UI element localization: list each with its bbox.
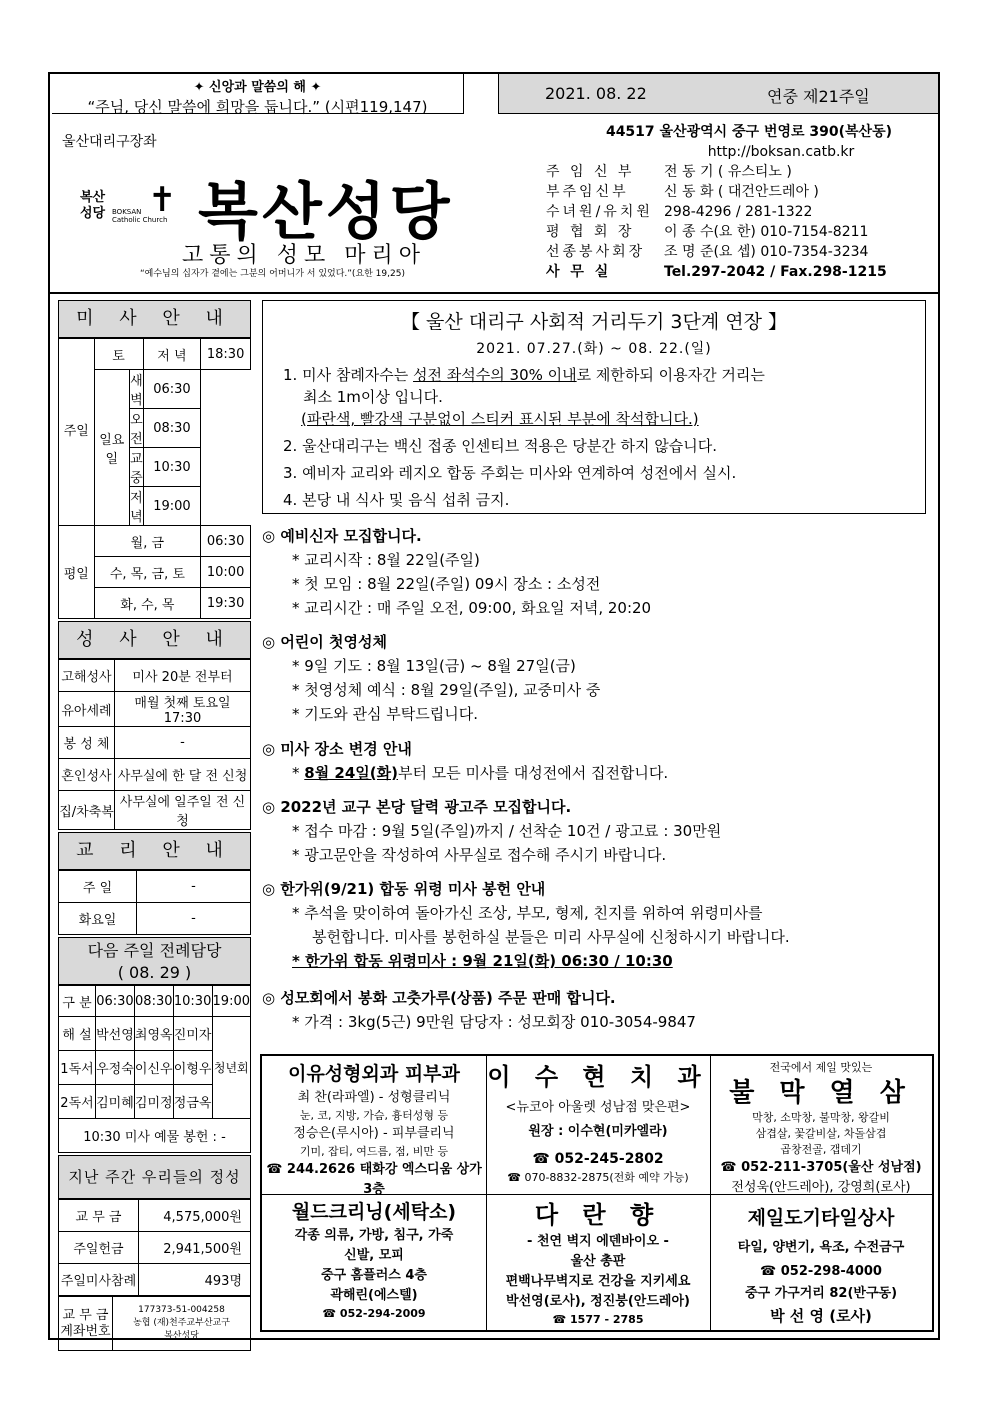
ad-pre: 전국에서 제일 맛있는 — [769, 1061, 873, 1074]
duty-table — [58, 985, 251, 1153]
logo-small-text: 복산 성당 — [80, 190, 106, 221]
ad-phone: ☎ 244.2626 태화강 엑스디움 상가3층 — [266, 1162, 482, 1197]
sacrament-row-label: 유아세례 — [59, 692, 115, 727]
contact-label: 부주임신부 — [546, 184, 629, 200]
notice-text: 최소 1m이상 입니다. — [303, 388, 443, 406]
sun-time-2: 10:30 — [143, 448, 201, 487]
duty-head-1: 06:30 — [96, 986, 135, 1017]
ad-title: 이유성형외과 피부과 — [288, 1063, 460, 1085]
duty-cell: 이신우 — [134, 1051, 173, 1085]
weekday-time-0: 06:30 — [201, 526, 251, 557]
venue-date: 8월 24일(화) — [304, 764, 398, 782]
doctrine-title: 교 리 안 내 — [58, 832, 251, 870]
contact-label: 수녀원/유치원 — [546, 204, 653, 220]
duty-row-label: 해 설 — [59, 1017, 96, 1051]
announcement-line: * 한가위 합동 위령미사 : 9월 21일(화) 06:30 / 10:30 — [292, 952, 673, 970]
account-label: 교 무 금 계좌번호 — [59, 1297, 113, 1351]
sun-name-1: 오 전 — [130, 409, 144, 448]
ad-title: 이 수 현 치 과 — [487, 1063, 709, 1091]
finance-table — [58, 1199, 251, 1296]
announcement-line: * 가격 : 3kg(5근) 9만원 담당자 : 성모회장 010-3054-9847 — [292, 1013, 696, 1031]
parish-dept: 울산대리구장좌 — [62, 134, 157, 150]
contact-row — [546, 222, 896, 242]
duty-head-0: 구 분 — [59, 986, 96, 1017]
ad-laundry — [262, 1198, 486, 1322]
ad-line: 중구 가구거리 82(반구동) — [744, 1286, 898, 1301]
ad-wallpaper — [486, 1198, 710, 1328]
ad-line: 막창, 소막창, 불막창, 왕갈비 — [752, 1111, 890, 1124]
announcement-title: ◎ 미사 장소 변경 안내 — [262, 737, 926, 761]
sun-time-1: 08:30 — [143, 409, 201, 448]
finance-row-value: 4,575,000원 — [139, 1200, 251, 1232]
notice-underline: 성전 좌석수의 30% 이내 — [413, 366, 577, 384]
ad-tile — [710, 1204, 932, 1326]
duty-row-label: 1독서 — [59, 1051, 96, 1085]
announcement-line: * 교리시간 : 매 주일 오전, 09:00, 화요일 저녁, 20:20 — [292, 599, 652, 617]
announcement-communion — [262, 630, 926, 726]
ad-line: - 천연 벽지 에덴바이오 - — [527, 1234, 669, 1249]
mass-schedule-title: 미 사 안 내 — [58, 300, 251, 338]
announcement-venue — [262, 737, 926, 785]
announcement-line: * 접수 마감 : 9월 5일(주일)까지 / 선착순 10건 / 광고료 : 30만원 — [292, 822, 722, 840]
weekday-time-1: 10:00 — [201, 557, 251, 588]
sacrament-title: 성 사 안 내 — [58, 621, 251, 659]
weekday-day-1: 수, 목, 금, 토 — [94, 557, 201, 588]
duty-head-4: 19:00 — [212, 986, 250, 1017]
duty-cell: 정금옥 — [173, 1085, 212, 1119]
website-link[interactable]: http://boksan.catb.kr — [707, 144, 855, 160]
cross-icon: ✝ — [148, 180, 177, 220]
announcement-title: ◎ 한가위(9/21) 합동 위령 미사 봉헌 안내 — [262, 877, 926, 901]
notice-box — [262, 300, 926, 514]
ad-extra: 전성욱(안드레아), 강영희(로사) — [731, 1180, 911, 1195]
finance-row-value: 493명 — [139, 1264, 251, 1296]
sat-day: 토 — [94, 339, 143, 370]
announcement-recruit — [262, 524, 926, 620]
ad-title: 월드크리닝(세탁소) — [291, 1201, 457, 1223]
weekday-day-2: 화, 수, 목 — [94, 588, 201, 619]
notice-date: 2021. 07.27.(화) ~ 08. 22.(일) — [476, 341, 712, 357]
sun-name-0: 새 벽 — [130, 370, 144, 409]
sunday-sub-label: 일요일 — [94, 370, 130, 526]
ad-line: 타일, 양변기, 욕조, 수전금구 — [737, 1240, 905, 1255]
ad-title: 다 란 향 — [534, 1201, 662, 1229]
notice-title: 【 울산 대리구 사회적 거리두기 3단계 연장 】 — [400, 311, 788, 333]
sacrament-row-value: 미사 20분 전부터 — [115, 660, 251, 692]
ad-title: 제일도기타일상사 — [747, 1207, 895, 1229]
contact-row — [546, 202, 896, 222]
ad-restaurant — [710, 1060, 932, 1198]
duty-date: ( 08. 29 ) — [117, 963, 192, 982]
ad-line: 울산 총판 — [570, 1254, 626, 1269]
motto-text: “주님, 당신 말씀에 희망을 둡니다.” (시편119,147) — [87, 98, 428, 116]
duty-head-3: 10:30 — [173, 986, 212, 1017]
announcement-title: ◎ 예비신자 모집합니다. — [262, 524, 926, 548]
duty-title-box — [58, 937, 251, 985]
announcement-line: * 추석을 맞이하여 돌아가신 조상, 부모, 형제, 친지를 위하여 위령미사를 — [292, 904, 763, 922]
ad-line: 신발, 모피 — [344, 1248, 404, 1263]
contact-label: 평 협 회 장 — [546, 224, 635, 240]
duty-title: 다음 주일 전례담당 — [87, 941, 222, 960]
announcement-sale — [262, 986, 926, 1034]
weekday-label: 평일 — [59, 526, 95, 619]
duty-cell: 이형우 — [173, 1051, 212, 1085]
announcement-line: * 첫 모임 : 8월 22일(주일) 09시 장소 : 소성전 — [292, 575, 601, 593]
duty-head-2: 08:30 — [134, 986, 173, 1017]
duty-offering: 10:30 미사 예물 봉헌 : - — [59, 1119, 251, 1153]
sacrament-row-label: 고해성사 — [59, 660, 115, 692]
notice-text: 1. 미사 참례자수는 — [283, 366, 414, 384]
ad-phone: ☎ 052-245-2802 — [532, 1151, 664, 1167]
ad-phone: ☎ 052-211-3705(울산 성남점) — [720, 1160, 922, 1175]
announcement-title: ◎ 어린이 첫영성체 — [262, 630, 926, 654]
ad-phone: ☎ 052-294-2009 — [322, 1307, 426, 1320]
contact-value: 신 동 화 ( 대건안드레아 ) — [664, 184, 819, 200]
ad-line: 기미, 잡티, 여드름, 점, 비만 등 — [299, 1145, 449, 1158]
sacrament-row-label: 혼인성사 — [59, 759, 115, 791]
announcement-line: * 9일 기도 : 8월 13일(금) ~ 8월 27일(금) — [292, 657, 576, 675]
ad-line: 편백나무벽지로 건강을 지키세요 — [505, 1274, 691, 1289]
announcement-line: * 교리시작 : 8월 22일(주일) — [292, 551, 480, 569]
logo-english: BOKSAN Catholic Church — [112, 208, 168, 224]
contact-info — [546, 122, 896, 282]
announcement-title: ◎ 성모회에서 봉화 고춧가루(상품) 주문 판매 합니다. — [262, 986, 926, 1010]
duty-cell: 진미자 — [173, 1017, 212, 1051]
doctrine-row-label: 주 일 — [59, 871, 137, 903]
ad-extra: ☎ 070-8832-2875(전화 예약 가능) — [507, 1171, 689, 1184]
patron-saint: 고통의 성모 마리아 — [182, 243, 427, 268]
contact-label: 사 무 실 — [546, 264, 612, 280]
duty-cell: 김미정 — [134, 1085, 173, 1119]
address: 44517 울산광역시 중구 번영로 390(복산동) — [605, 124, 892, 140]
announcement-line: 봉헌합니다. 미사를 봉헌하실 분들은 미리 사무실에 신청하시기 바랍니다. — [312, 928, 790, 946]
ad-line: 각종 의류, 가방, 침구, 가죽 — [294, 1228, 454, 1243]
ad-phone: ☎ 1577 - 2785 — [552, 1313, 644, 1326]
ad-clinic — [262, 1060, 486, 1200]
motto-title: ✦ 신앙과 말씀의 해 ✦ — [193, 80, 322, 95]
notice-item — [283, 364, 925, 430]
ad-line: 곱창전골, 갭데기 — [780, 1143, 862, 1156]
sun-time-3: 19:00 — [143, 487, 201, 526]
ad-line: 박선영(로사), 정진붕(안드레아) — [506, 1294, 690, 1309]
notice-item: 2. 울산대리구는 백신 접종 인센티브 적용은 당분간 하지 않습니다. — [283, 437, 717, 455]
doctrine-row-value: - — [137, 903, 251, 935]
ad-line: <뉴코아 아울렛 성남점 맞은편> — [505, 1100, 691, 1115]
bulletin-date: 2021. 08. 22 — [545, 84, 647, 103]
sat-name: 저 녁 — [143, 339, 201, 370]
doctrine-row-value: - — [137, 871, 251, 903]
announcement-memorial — [262, 877, 926, 973]
motto-box — [52, 74, 464, 114]
contact-value: 조 명 준(요 셉) 010-7354-3234 — [664, 244, 869, 260]
ad-line: 곽해린(에스텔) — [330, 1288, 418, 1303]
announcement-calendar — [262, 795, 926, 867]
notice-underline: (파란색, 빨강색 구분없이 스티커 표시된 부분에 착석합니다.) — [301, 410, 699, 428]
duty-row-label: 2독서 — [59, 1085, 96, 1119]
ads-section — [260, 1054, 934, 1332]
contact-row — [546, 162, 896, 182]
ad-line: 박 선 영 (로사) — [770, 1307, 872, 1325]
parish-name: 복산성당 — [198, 175, 454, 248]
ad-title: 불 막 열 삼 — [729, 1078, 913, 1108]
ad-line: ☎ 052-298-4000 — [760, 1264, 882, 1279]
ad-line: 중구 홈플러스 4층 — [320, 1268, 427, 1283]
sacrament-row-label: 집/차축복 — [59, 791, 115, 830]
contact-value: 전 동 기 ( 유스티노 ) — [664, 164, 792, 180]
ad-dental — [486, 1060, 710, 1186]
contact-value: Tel.297-2042 / Fax.298-1215 — [664, 264, 887, 280]
duty-cell: 박선영 — [96, 1017, 135, 1051]
announcement-line: * 광고문안을 작성하여 사무실로 접수해 주시기 바랍니다. — [292, 846, 667, 864]
contact-label: 주 임 신 부 — [546, 164, 635, 180]
doctrine-row-label: 화요일 — [59, 903, 137, 935]
ad-line: 눈, 코, 지방, 가슴, 흉터성형 등 — [299, 1109, 449, 1122]
finance-title: 지난 주간 우리들의 정성 — [58, 1155, 251, 1199]
liturgical-week: 연중 제21주일 — [767, 87, 870, 106]
notice-text: 로 제한하되 이용자간 거리는 — [576, 366, 765, 384]
finance-row-value: 2,941,500원 — [139, 1232, 251, 1264]
duty-youth: 청년회 — [212, 1017, 250, 1119]
ad-line: 정승은(루시아) - 피부클리닉 — [293, 1126, 455, 1141]
sacrament-row-value: - — [115, 727, 251, 759]
sidebar — [58, 300, 251, 1351]
sun-name-2: 교 중 — [130, 448, 144, 487]
ad-line: 삼겹살, 꽃갈비살, 차돌삼겹 — [755, 1127, 887, 1140]
sun-time-0: 06:30 — [143, 370, 201, 409]
announcement-line: * 기도와 관심 부탁드립니다. — [292, 705, 478, 723]
sat-time: 18:30 — [201, 339, 251, 370]
notice-list — [283, 364, 925, 511]
contact-label: 선종봉사회장 — [546, 244, 646, 260]
doctrine-table — [58, 870, 251, 935]
sunday-label: 주일 — [59, 339, 95, 526]
account-number: 177373-51-004258 농협 (재)천주교부산교구 복산성당 — [113, 1297, 251, 1351]
announcement-line: * 8월 24일(화)부터 모든 미사를 대성전에서 집전합니다. — [292, 764, 669, 782]
contact-row — [546, 242, 896, 262]
contact-value: 298-4296 / 281-1322 — [664, 204, 813, 220]
sacrament-row-value: 사무실에 한 달 전 신청 — [115, 759, 251, 791]
sacrament-row-value: 매월 첫째 토요일 17:30 — [115, 692, 251, 727]
weekday-time-2: 19:30 — [201, 588, 251, 619]
contact-value: 이 종 수(요 한) 010-7154-8211 — [664, 224, 869, 240]
notice-item: 3. 예비자 교리와 레지오 합동 주회는 미사와 연계하여 성전에서 실시. — [283, 464, 737, 482]
finance-row-label: 주일미사참례 — [59, 1264, 139, 1296]
finance-row-label: 주일헌금 — [59, 1232, 139, 1264]
header-divider — [48, 292, 940, 294]
mass-schedule-table — [58, 338, 251, 619]
announcement-line: * 첫영성체 예식 : 8월 29일(주일), 교중미사 중 — [292, 681, 601, 699]
sacrament-row-label: 봉 성 체 — [59, 727, 115, 759]
contact-row — [546, 182, 896, 202]
bible-verse: “예수님의 십자가 곁에는 그분의 어머니가 서 있었다.”(요한 19,25) — [140, 269, 405, 279]
ad-line: 최 찬(라파엘) - 성형클리닉 — [297, 1090, 451, 1105]
duty-cell: 최영옥 — [134, 1017, 173, 1051]
duty-cell: 우정숙 — [96, 1051, 135, 1085]
sacrament-table — [58, 659, 251, 830]
notice-item: 4. 본당 내 식사 및 음식 섭취 금지. — [283, 491, 510, 509]
duty-cell: 김미혜 — [96, 1085, 135, 1119]
finance-row-label: 교 무 금 — [59, 1200, 139, 1232]
date-box — [498, 74, 938, 114]
announcement-title: ◎ 2022년 교구 본당 달력 광고주 모집합니다. — [262, 795, 926, 819]
sun-name-3: 저 녁 — [130, 487, 144, 526]
contact-row — [546, 262, 896, 282]
venue-text: 부터 모든 미사를 대성전에서 집전합니다. — [398, 764, 669, 782]
weekday-day-0: 월, 금 — [94, 526, 201, 557]
account-table — [58, 1296, 251, 1351]
ad-line: 원장 : 이수현(미카엘라) — [528, 1124, 668, 1139]
sacrament-row-value: 사무실에 일주일 전 신청 — [115, 791, 251, 830]
